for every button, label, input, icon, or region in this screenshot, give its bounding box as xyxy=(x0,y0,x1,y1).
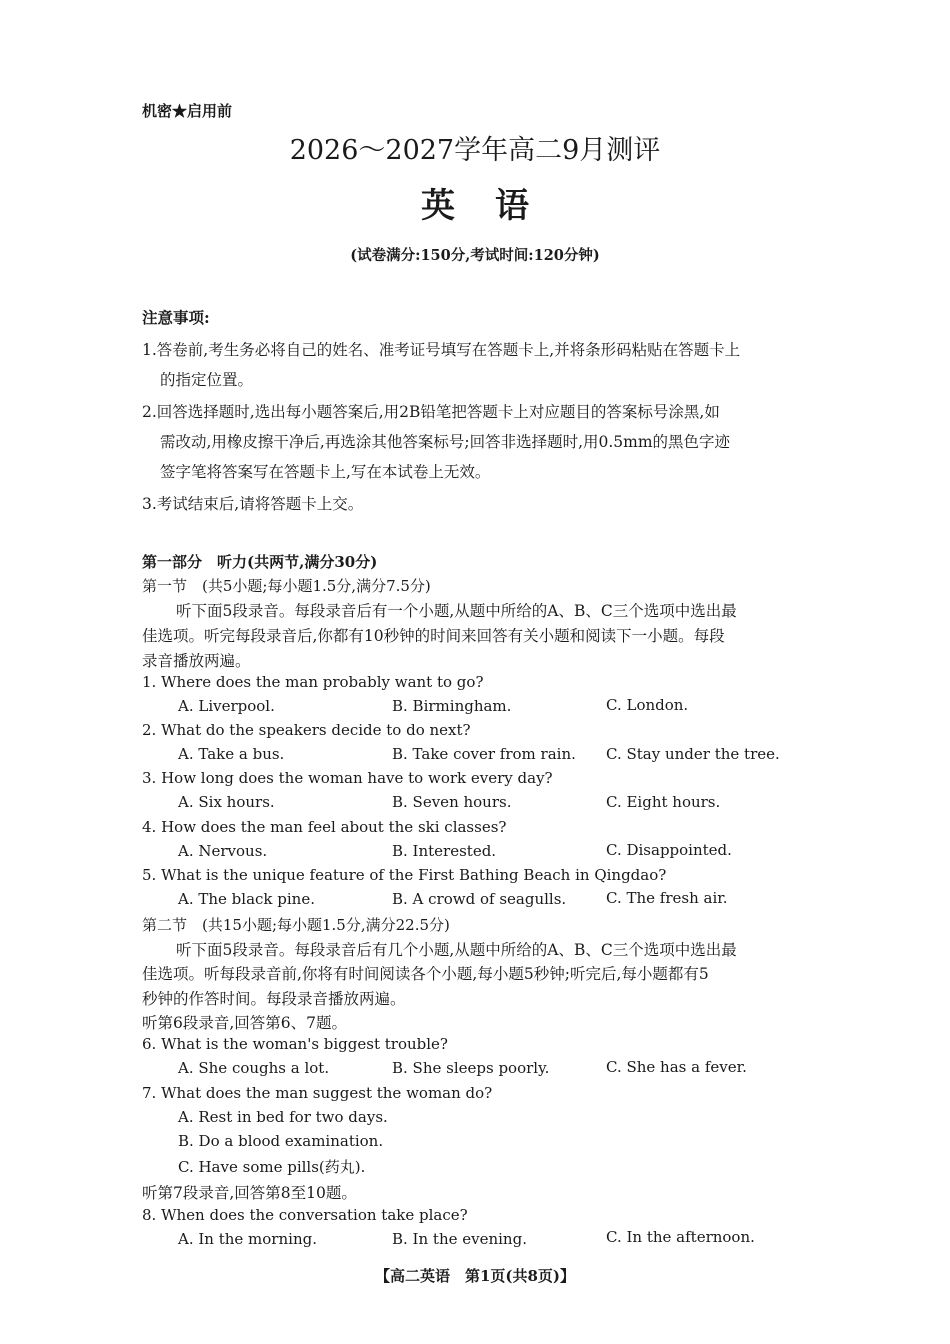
option-b: B. Interested. xyxy=(392,842,497,860)
audio-6-label: 听第6段录音,回答第6、7题。 xyxy=(142,1014,348,1032)
option-b: B. She sleeps poorly. xyxy=(392,1059,550,1077)
part1-heading: 第一部分 听力(共两节,满分30分) xyxy=(142,553,378,571)
option-b: B. Do a blood examination. xyxy=(178,1132,384,1150)
section1-heading: 第一节 (共5小题;每小题1.5分,满分7.5分) xyxy=(142,577,431,595)
section1-instruction: 佳选项。听完每段录音后,你都有10秒钟的时间来回答有关小题和阅读下一小题。每段 xyxy=(142,627,725,645)
subject-title: 英语 xyxy=(421,186,569,226)
audio-7-label: 听第7段录音,回答第8至10题。 xyxy=(142,1184,357,1202)
note-line: 2.回答选择题时,选出每小题答案后,用2B铅笔把答题卡上对应题目的答案标号涂黑,如 xyxy=(142,403,720,421)
notes-heading: 注意事项: xyxy=(142,308,210,327)
section2-heading: 第二节 (共15小题;每小题1.5分,满分22.5分) xyxy=(142,916,450,934)
note-line: 需改动,用橡皮擦干净后,再选涂其他答案标号;回答非选择题时,用0.5mm的黑色字迹 xyxy=(160,433,731,451)
option-b: B. Birmingham. xyxy=(392,697,512,715)
option-b: B. In the evening. xyxy=(392,1230,527,1248)
option-a: A. Nervous. xyxy=(178,842,268,860)
note-line: 的指定位置。 xyxy=(160,371,254,389)
option-c: C. Eight hours. xyxy=(606,793,721,811)
section1-instruction: 录音播放两遍。 xyxy=(142,652,251,670)
option-a: A. In the morning. xyxy=(178,1230,317,1248)
question-2: 2. What do the speakers decide to do next? xyxy=(142,721,471,739)
option-a: A. Six hours. xyxy=(178,793,275,811)
option-c: C. The fresh air. xyxy=(606,889,728,907)
option-c: C. In the afternoon. xyxy=(606,1228,755,1246)
option-c: C. Have some pills(药丸). xyxy=(178,1158,366,1176)
score-info: (试卷满分:150分,考试时间:120分钟) xyxy=(350,247,600,264)
secret-label: 机密★启用前 xyxy=(142,102,233,120)
option-c: C. Stay under the tree. xyxy=(606,745,780,763)
question-1: 1. Where does the man probably want to go? xyxy=(142,673,484,691)
section2-instruction: 听下面5段录音。每段录音后有几个小题,从题中所给的A、B、C三个选项中选出最 xyxy=(176,941,737,959)
option-a: A. Rest in bed for two days. xyxy=(178,1108,388,1126)
option-a: A. She coughs a lot. xyxy=(178,1059,330,1077)
note-line: 签字笔将答案写在答题卡上,写在本试卷上无效。 xyxy=(160,463,491,481)
option-b: B. Take cover from rain. xyxy=(392,745,576,763)
exam-title: 2026～2027学年高二9月测评 xyxy=(289,135,661,166)
option-c: C. She has a fever. xyxy=(606,1058,747,1076)
option-a: A. Take a bus. xyxy=(178,745,285,763)
question-4: 4. How does the man feel about the ski classes? xyxy=(142,818,507,836)
question-5: 5. What is the unique feature of the First Bathing Beach in Qingdao? xyxy=(142,866,667,884)
option-a: A. The black pine. xyxy=(178,890,315,908)
option-b: B. A crowd of seagulls. xyxy=(392,890,567,908)
option-c: C. London. xyxy=(606,696,689,714)
page-footer: 【高二英语 第1页(共8页)】 xyxy=(374,1267,576,1285)
section2-instruction: 秒钟的作答时间。每段录音播放两遍。 xyxy=(142,990,406,1008)
question-3: 3. How long does the woman have to work every day? xyxy=(142,769,553,787)
section1-instruction: 听下面5段录音。每段录音后有一个小题,从题中所给的A、B、C三个选项中选出最 xyxy=(176,602,737,620)
note-line: 3.考试结束后,请将答题卡上交。 xyxy=(142,495,364,513)
option-b: B. Seven hours. xyxy=(392,793,512,811)
question-7: 7. What does the man suggest the woman do? xyxy=(142,1084,493,1102)
option-c: C. Disappointed. xyxy=(606,841,732,859)
question-8: 8. When does the conversation take place? xyxy=(142,1206,468,1224)
question-6: 6. What is the woman's biggest trouble? xyxy=(142,1035,448,1053)
note-line: 1.答卷前,考生务必将自己的姓名、准考证号填写在答题卡上,并将条形码粘贴在答题卡上 xyxy=(142,341,741,359)
section2-instruction: 佳选项。听每段录音前,你将有时间阅读各个小题,每小题5秒钟;听完后,每小题都有5 xyxy=(142,965,709,983)
option-a: A. Liverpool. xyxy=(178,697,275,715)
